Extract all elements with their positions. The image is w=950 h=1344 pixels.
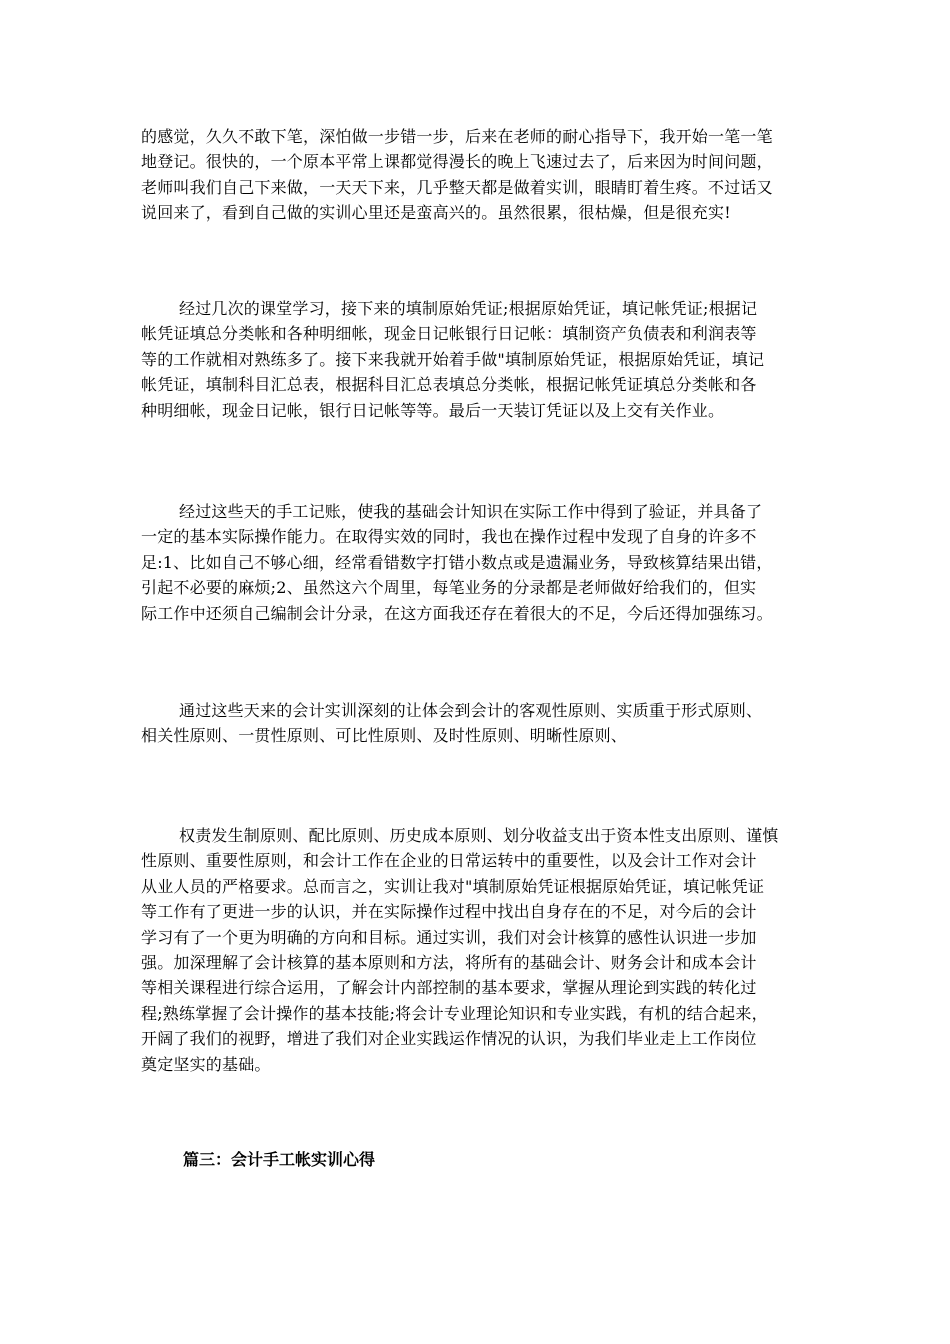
text-line: 说回来了，看到自己做的实训心里还是蛮高兴的。虽然很累，很枯燥，但是很充实!	[141, 203, 731, 223]
text-line: 学习有了一个更为明确的方向和目标。通过实训，我们对会计核算的感性认识进一步加	[141, 927, 757, 947]
text-line: 等的工作就相对熟练多了。接下来我就开始着手做"填制原始凭证，根据原始凭证，填记	[141, 349, 765, 369]
text-line: 性原则、重要性原则，和会计工作在企业的日常运转中的重要性，以及会计工作对会计	[141, 851, 757, 871]
paragraph-accounting-principles	[141, 698, 821, 749]
text-line: 权责发生制原则、配比原则、历史成本原则、划分收益支出于资本性支出原则、谨慎	[179, 826, 779, 845]
text-line: 一定的基本实际操作能力。在取得实效的同时，我也在操作过程中发现了自身的许多不	[141, 527, 757, 547]
paragraph-manual-bookkeeping	[141, 499, 821, 626]
text-line: 老师叫我们自己下来做，一天天下来，几乎整天都是做着实训，眼睛盯着生疼。不过话又	[141, 177, 773, 197]
text-line: 等相关课程进行综合运用，了解会计内部控制的基本要求，掌握从理论到实践的转化过	[141, 978, 757, 998]
section-heading: 篇三：会计手工帐实训心得	[183, 1150, 376, 1169]
text-line: 强。加深理解了会计核算的基本原则和方法，将所有的基础会计、财务会计和成本会计	[141, 953, 757, 973]
text-line: 经过这些天的手工记账，使我的基础会计知识在实际工作中得到了验证，并具备了	[179, 502, 763, 521]
text-line: 奠定坚实的基础。	[141, 1054, 271, 1074]
text-line: 从业人员的严格要求。总而言之，实训让我对"填制原始凭证根据原始凭证，填记帐凭证	[141, 876, 765, 896]
text-line: 开阔了我们的视野，增进了我们对企业实践运作情况的认识，为我们毕业走上工作岗位	[141, 1029, 757, 1049]
text-line: 经过几次的课堂学习，接下来的填制原始凭证;根据原始凭证，填记帐凭证;根据记	[179, 299, 758, 318]
paragraph-continuation	[141, 124, 821, 226]
paragraph-course-study	[141, 296, 821, 423]
text-line: 通过这些天来的会计实训深刻的让体会到会计的客观性原则、实质重于形式原则、	[179, 701, 763, 720]
text-line: 程;熟练掌握了会计操作的基本技能;将会计专业理论知识和专业实践，有机的结合起来，	[141, 1003, 768, 1023]
paragraph-summary	[141, 823, 821, 1077]
text-line: 的感觉，久久不敢下笔，深怕做一步错一步，后来在老师的耐心指导下，我开始一笔一笔	[141, 127, 773, 146]
text-line: 际工作中还须自己编制会计分录，在这方面我还存在着很大的不足，今后还得加强练习。	[141, 603, 773, 623]
text-line: 相关性原则、一贯性原则、可比性原则、及时性原则、明晰性原则、	[141, 726, 628, 746]
text-line: 足:1、比如自己不够心细，经常看错数字打错小数点或是遗漏业务，导致核算结果出错，	[141, 552, 773, 572]
text-line: 等工作有了更进一步的认识，并在实际操作过程中找出自身存在的不足，对今后的会计	[141, 902, 757, 922]
text-line: 地登记。很快的，一个原本平常上课都觉得漫长的晚上飞速过去了，后来因为时间问题，	[141, 152, 773, 172]
text-line: 引起不必要的麻烦;2、虽然这六个周里，每笔业务的分录都是老师做好给我们的，但实	[141, 578, 757, 598]
text-line: 帐凭证填总分类帐和各种明细帐，现金日记帐银行日记帐：填制资产负债表和利润表等	[141, 324, 757, 344]
text-line: 帐凭证，填制科目汇总表，根据科目汇总表填总分类帐，根据记帐凭证填总分类帐和各	[141, 375, 757, 395]
text-line: 种明细帐，现金日记帐，银行日记帐等等。最后一天装订凭证以及上交有关作业。	[141, 400, 725, 420]
